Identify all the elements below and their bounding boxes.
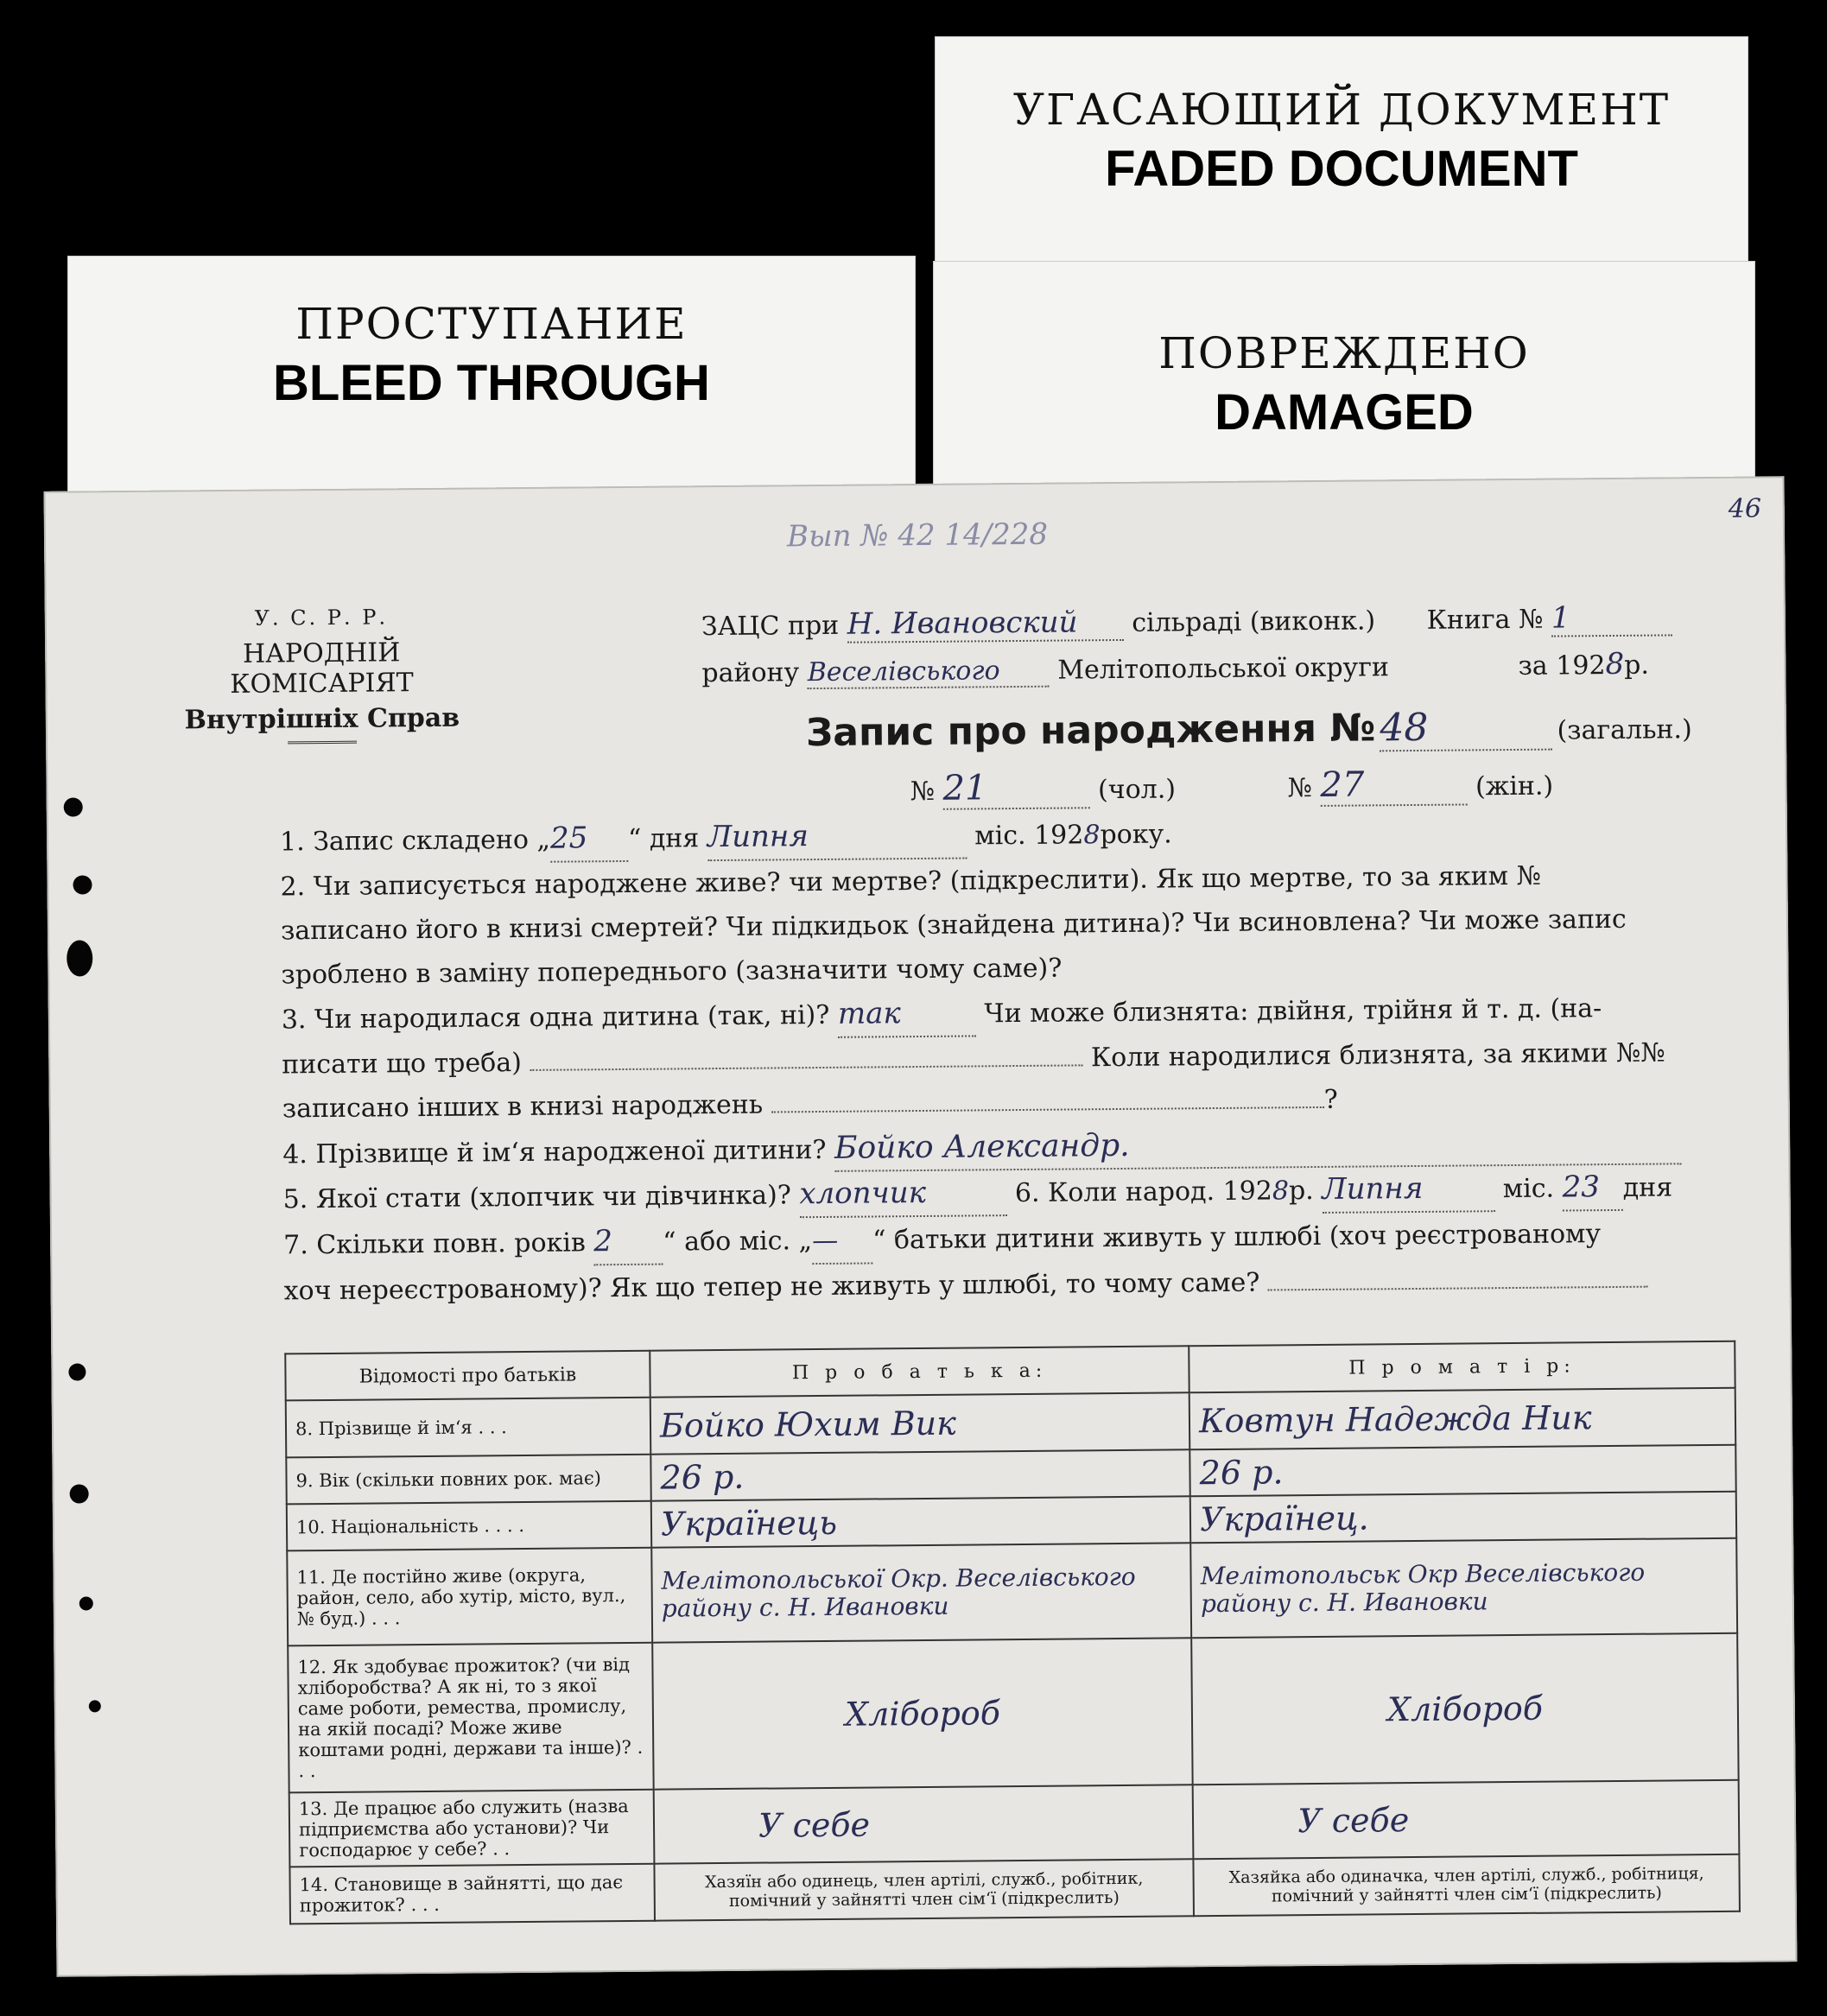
male-label: (чол.) [1097,774,1177,806]
q3-blank [530,1064,1082,1071]
mother-answer: Хазяйка або одиначка, член артілі, служб., робітниця, помічний у зайнятті член сім‘ї (підкреслить) [1194,1854,1740,1917]
father-answer: Хазяїн або одинець, член артілі, служб., робітник, помічний у зайнятті член сім‘ї (підкреслить) [654,1859,1194,1920]
state-name: У. С. Р. Р. [254,605,389,631]
male-number: 21 [942,767,1089,809]
q7-months: — [812,1218,872,1265]
q4-answer: Бойко Александр. [834,1119,1681,1172]
general-label: (загальн.) [1557,714,1692,746]
table-row [289,1780,1740,1867]
commissariat-name: НАРОДНІЙ КОМІСАРІЯТ [230,637,414,700]
male-prefix: № [910,776,936,808]
q3-text-e: записано інших в книзі народжень [282,1089,764,1125]
village-name: Н. Ивановский [847,605,1124,643]
row-question: 8. Прізвище й ім‘я . . . [286,1398,651,1458]
questions-block [280,807,1735,1314]
row-question: 14. Становище в зайнятті, що дає прожиток? . . . [289,1864,655,1924]
ministry-name: Внутрішніх Справ [184,702,460,736]
bleed-label-ru: ПРОСТУПАНИЕ [295,299,688,349]
year-digit: 8 [1605,646,1625,682]
q1-text-d: року. [1100,819,1172,851]
top-note: Вып № 42 14/228 [786,517,1049,555]
council-label: сільраді (виконк.) [1132,605,1376,638]
female-label: (жін.) [1475,770,1554,802]
q3-text-c: писати що треба) [282,1048,522,1081]
q3-answer: так [838,991,976,1037]
q7-text: 7. Скільки повн. років [283,1227,586,1261]
book-label: Книга № [1426,604,1544,636]
mother-answer: 26 р. [1189,1445,1735,1497]
q7-text-d: хоч нереєстрованому)? Як що тепер не живуть у шлюбі, то чому саме? [283,1267,1260,1307]
q6-text-b: р. [1288,1176,1314,1207]
father-answer: Хлібороб [652,1638,1193,1789]
faded-document-label [935,36,1748,295]
mother-answer: Українец. [1190,1492,1736,1544]
q6-text: 6. Коли народ. 192 [1014,1176,1273,1209]
q1-month: Липня [707,814,967,862]
q6-day: 23 [1562,1165,1622,1212]
table-header-mother: П р о м а т і р: [1189,1341,1735,1393]
district-name: Веселівського [808,656,1050,689]
q2-line1: 2. Чи записується народжене живе? чи мертве? (підкреслити). Як що мертве, то за яким № [280,860,1542,903]
female-number: 27 [1320,764,1467,806]
zags-prefix: ЗАЦС при [701,610,840,643]
okrug-name: Мелітопольської округи [1057,652,1390,686]
year-prefix: за 192 [1518,650,1606,682]
record-sub-numbers [910,764,1553,810]
q1-text: 1. Запис складено „ [279,824,551,858]
q3-line3: записано інших в книзі народжень ? [282,1084,1338,1125]
q2-line2: записано його в книзі смертей? Чи підкидьок (знайдена дитина)? Чи всиновлена? Чи може запис [280,903,1627,947]
parents-table [284,1341,1741,1925]
binding-hole [67,940,92,976]
q7-text-b: “ або міс. „ [663,1226,813,1258]
father-answer: Мелітопольської Окр. Веселівського району с. Н. Ивановки [651,1543,1191,1642]
zags-line [701,599,1729,644]
mother-answer: Мелітопольськ Окр Веселівського району с. Н. Ивановки [1190,1538,1737,1639]
binding-hole [68,1363,86,1380]
q1-text-b: “ дня [627,823,700,854]
father-answer: Українець [651,1496,1191,1547]
q6-text-d: дня [1622,1172,1673,1203]
q6-text-c: міс. [1502,1173,1555,1205]
female-prefix: № [1287,773,1313,804]
damaged-label-ru: ПОВРЕЖДЕНО [1158,328,1530,378]
row-question: 10. Національність . . . . [287,1501,651,1551]
binding-hole [79,1596,93,1610]
q6-month: Липня [1322,1166,1494,1214]
q1-year: 8 [1083,820,1101,851]
table-row [287,1538,1737,1646]
binding-hole [70,1484,89,1503]
district-prefix: району [701,657,800,689]
table-row [288,1633,1738,1793]
mother-answer: Хлібороб [1191,1633,1738,1785]
faded-label-ru: УГАСАЮЩИЙ ДОКУМЕНТ [1012,85,1671,135]
birth-record-page [44,476,1798,1977]
q7-blank [1268,1286,1648,1291]
page-number: 46 [1728,493,1762,524]
row-question: 9. Вік (скільки повних рок. має) [286,1455,650,1505]
book-number: 1 [1551,599,1672,637]
father-answer: У себе [654,1785,1194,1863]
damaged-label-en: DAMAGED [1215,384,1474,441]
father-answer: 26 р. [650,1449,1190,1500]
q5-answer: хлопчик [799,1170,1006,1218]
faded-label-en: FADED DOCUMENT [1105,141,1578,197]
q1-text-c: міс. 192 [974,820,1084,852]
issuer-block [183,605,460,745]
q6-year: 8 [1272,1176,1290,1207]
q3-text: 3. Чи народилася одна дитина (так, ні)? [281,999,830,1036]
q2-line3: зроблено в заміну попереднього (зазначити чому саме)? [281,953,1063,991]
q4-text: 4. Прізвище й ім‘я народженої дитини? [282,1134,827,1170]
table-header-father: П р о б а т ь к а: [650,1346,1189,1397]
bleed-label-en: BLEED THROUGH [273,355,710,411]
table-row [289,1854,1740,1924]
q1-day: 25 [550,816,628,863]
row-question: 13. Де працює або служить (назва підприємства або установи)? Чи господарює у себе? . . [289,1790,655,1867]
divider [288,741,357,745]
damaged-label [933,261,1755,511]
q3-text-d: Коли народилися близнята, за якими №№ [1090,1037,1665,1074]
q5-text: 5. Якої стати (хлопчик чи дівчинка)? [282,1180,792,1215]
mother-answer: У себе [1193,1780,1740,1860]
father-answer: Бойко Юхим Вик [650,1392,1190,1454]
record-title-line [806,703,1692,757]
binding-hole [73,875,92,894]
q7-text-c: “ батьки дитини живуть у шлюбі (хоч реєстрованому [872,1219,1602,1256]
table-header-info: Відомості про батьків [285,1351,650,1401]
mother-answer: Ковтун Надежда Ник [1189,1388,1735,1450]
binding-hole [64,797,83,816]
year-suffix: р. [1624,650,1650,681]
binding-hole [89,1700,101,1712]
row-question: 11. Де постійно живе (округа, район, село, або хутір, місто, вул., № буд.) . . . [287,1548,652,1646]
q3-text-b: Чи може близнята: двійня, трійня й т. д. (на- [984,993,1602,1030]
record-title: Запис про народження № [805,706,1376,756]
district-line [701,646,1729,690]
row-question: 12. Як здобуває прожиток? (чи від хліборобства? А як ні, то з якої саме роботи, ремества, промислу, на якій посаді? Може живе коштами родні, держави та інше)? . . . [288,1643,653,1793]
q3-blank-2 [771,1106,1324,1113]
q7-years: 2 [593,1220,663,1266]
general-number: 48 [1380,705,1552,752]
bleed-through-label [67,256,916,515]
